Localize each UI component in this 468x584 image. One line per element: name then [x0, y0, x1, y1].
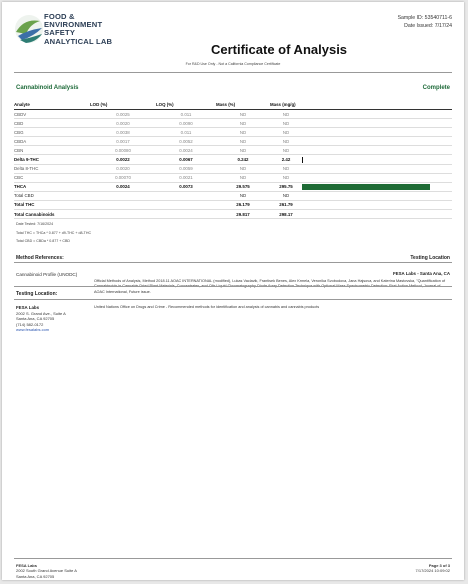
cannabinoid-section-title: Cannabinoid Analysis: [16, 85, 79, 91]
analyte-name: THCA: [14, 182, 90, 191]
mass-pct-value: 0.242: [216, 155, 270, 164]
total-row: [14, 200, 452, 209]
bar-cell: [302, 128, 452, 137]
lod-value: 0.0020: [90, 119, 156, 128]
analyte-name: Delta 8-THC: [14, 164, 90, 173]
col-mass-pct: Mass (%): [216, 102, 270, 110]
compliance-note: For R&D Use Only - Not a California Compliance Certificate: [185, 62, 281, 66]
mass-mg-value: ND: [270, 119, 302, 128]
empty-cell: [302, 191, 452, 200]
testing-website-link[interactable]: www.fesalabs.com: [16, 327, 50, 333]
col-bar: [302, 102, 452, 110]
empty-cell: [90, 210, 156, 219]
total-label: Total Cannabinoids: [14, 210, 90, 219]
method-description-2: United Nations Office on Drugs and Crime - Recommended methods for identification and analysis of cannabis and cannabis products: [94, 305, 320, 309]
page-title: Certificate of Analysis: [210, 42, 348, 57]
total-label: Total THC: [14, 200, 90, 209]
divider: [14, 286, 452, 287]
lod-value: 0.0038: [90, 128, 156, 137]
logo-line-1: FOOD &: [44, 12, 75, 21]
mass-bar: [302, 157, 303, 163]
table-row: [14, 155, 452, 164]
loq-value: 0.0052: [156, 137, 216, 146]
testing-phone: (714) 582-0172: [16, 321, 44, 327]
logo-line-3: SAFETY: [44, 28, 76, 38]
empty-cell: [90, 200, 156, 209]
date-issued: Date Issued: 7/17/24: [404, 23, 452, 29]
table-row: [14, 146, 452, 155]
loq-value: 0.0021: [156, 173, 216, 182]
empty-cell: [156, 200, 216, 209]
analyte-name: CBG: [14, 128, 90, 137]
bar-cell: [302, 164, 452, 173]
testing-location-address: [16, 305, 66, 333]
lod-value: 0.00070: [90, 173, 156, 182]
mass-pct-value: ND: [216, 110, 270, 119]
table-row: [14, 164, 452, 173]
bar-cell: [302, 119, 452, 128]
empty-cell: [302, 200, 452, 209]
testing-location-heading: Testing Location: [410, 255, 450, 261]
bar-cell: [302, 110, 452, 119]
cannabinoid-table: [14, 102, 452, 219]
analyte-name: Delta 9-THC: [14, 155, 90, 164]
mass-pct-value: 29.817: [216, 210, 270, 219]
empty-cell: [156, 210, 216, 219]
divider: [14, 262, 452, 263]
loq-value: 0.0024: [156, 146, 216, 155]
testing-lab-name: FESA Labs: [16, 305, 40, 310]
col-mass-mg: Mass (mg/g): [270, 102, 302, 110]
method-references-heading: Method References:: [16, 255, 64, 261]
method-description: Official Methods of Analysis, Method 2018.11 AOAC INTERNATIONAL (modified), Lukas Vaclavik, Frantisek Benes, Alex Krmela, Veronika Svobodova, Jana Hajsova, and Katerina Mastovska, "Quantification of Cannabinoids in Cannabis Dried Plant Materials, Concentrates, and Oils Liquid Chromatography-Diode Array Detection Technique with Optional Mass Spectrometric Detection: First Action Method, Journal of AOAC International, Future issue.: [94, 279, 446, 294]
footer-lab-name: FESA Labs: [16, 563, 37, 568]
mass-mg-value: ND: [270, 173, 302, 182]
mass-mg-value: 2.42: [270, 155, 302, 164]
certificate-page: [2, 2, 464, 580]
bar-cell: [302, 155, 452, 164]
col-analyte: Analyte: [14, 102, 90, 110]
divider: [14, 72, 452, 73]
loq-value: 0.0067: [156, 155, 216, 164]
bar-cell: [302, 146, 452, 155]
footer-address-1: 2002 South Grand Avenue Suite A: [16, 568, 77, 574]
mass-mg-value: 295.75: [270, 182, 302, 191]
loq-value: 0.0073: [156, 182, 216, 191]
sample-id: Sample ID: 53540711-6: [397, 15, 452, 21]
lod-value: 0.0025: [90, 110, 156, 119]
mass-bar: [302, 184, 430, 190]
loq-value: 0.011: [156, 128, 216, 137]
lod-value: 0.0017: [90, 137, 156, 146]
mass-pct-value: ND: [216, 119, 270, 128]
table-row: [14, 182, 452, 191]
mass-pct-value: ND: [216, 164, 270, 173]
footer-address: [16, 563, 77, 579]
status-badge: Complete: [422, 85, 450, 91]
lab-logo-text: [44, 13, 112, 46]
sample-info: [398, 14, 452, 30]
mass-pct-value: 26.179: [216, 200, 270, 209]
testing-address-2: Santa Ana, CA 92705: [16, 316, 55, 322]
analyte-name: CBDA: [14, 137, 90, 146]
mass-mg-value: ND: [270, 164, 302, 173]
footer-address-2: Santa Ana, CA 92705: [16, 573, 55, 579]
col-lod: LOD (%): [90, 102, 156, 110]
bar-cell: [302, 173, 452, 182]
table-row: [14, 128, 452, 137]
mass-pct-value: ND: [216, 146, 270, 155]
divider: [14, 299, 452, 300]
lod-value: 0.00080: [90, 146, 156, 155]
mass-pct-value: ND: [216, 173, 270, 182]
bar-cell: [302, 182, 452, 191]
lod-value: 0.0022: [90, 155, 156, 164]
mass-mg-value: ND: [270, 191, 302, 200]
analyte-name: CBC: [14, 173, 90, 182]
table-row: [14, 137, 452, 146]
loq-value: 0.0059: [156, 164, 216, 173]
mass-mg-value: 298.17: [270, 210, 302, 219]
table-row: [14, 110, 452, 119]
total-label: Total CBD: [14, 191, 90, 200]
analyte-name: CBD: [14, 119, 90, 128]
total-row: [14, 191, 452, 200]
thc-formula: Total THC = THCa * 0.877 + d9-THC + d8-THC: [16, 231, 92, 235]
logo-line-4: ANALYTICAL LAB: [44, 36, 113, 46]
mass-mg-value: ND: [270, 137, 302, 146]
mass-pct-value: ND: [216, 128, 270, 137]
empty-cell: [156, 191, 216, 200]
bar-cell: [302, 137, 452, 146]
date-tested: Date Tested: 7/16/2024: [16, 222, 54, 226]
mass-mg-value: ND: [270, 146, 302, 155]
lod-value: 0.0020: [90, 164, 156, 173]
loq-value: 0.0090: [156, 119, 216, 128]
page-number: Page 3 of 3: [428, 563, 450, 568]
logo-line-2: ENVIRONMENT: [44, 20, 103, 30]
footer-page-info: [416, 563, 450, 574]
mass-mg-value: 261.79: [270, 200, 302, 209]
mass-pct-value: ND: [216, 137, 270, 146]
mass-mg-value: ND: [270, 128, 302, 137]
empty-cell: [302, 210, 452, 219]
analyte-name: CBN: [14, 146, 90, 155]
table-row: [14, 119, 452, 128]
testing-address-1: 2002 S. Grand Ave., Suite A: [16, 310, 66, 316]
testing-location-section-heading: Testing Location:: [16, 291, 58, 297]
col-loq: LOQ (%): [156, 102, 216, 110]
method-lab: FESA Labs - Santa Ana, CA: [392, 271, 450, 276]
mass-mg-value: ND: [270, 110, 302, 119]
loq-value: 0.011: [156, 110, 216, 119]
table-row: [14, 173, 452, 182]
mass-pct-value: ND: [216, 191, 270, 200]
mass-pct-value: 29.575: [216, 182, 270, 191]
analyte-name: CBDV: [14, 110, 90, 119]
cbd-formula: Total CBD = CBDa * 0.877 + CBD: [16, 239, 70, 243]
footer-divider: [14, 558, 452, 559]
method-name: Cannabinoid Profile (UNODC): [16, 272, 78, 277]
lod-value: 0.0024: [90, 182, 156, 191]
empty-cell: [90, 191, 156, 200]
table-header: [14, 102, 452, 110]
total-row: [14, 210, 452, 219]
footer-timestamp: 7/17/2024 10:09:02: [415, 568, 450, 574]
